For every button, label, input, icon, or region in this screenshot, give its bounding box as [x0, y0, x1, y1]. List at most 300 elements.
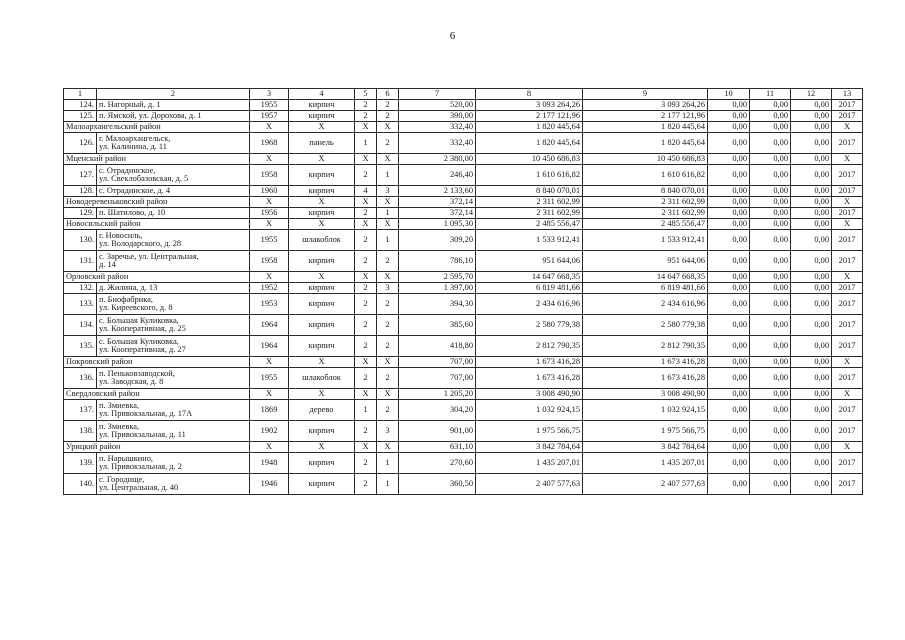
table-row: [64, 100, 863, 111]
area-cell: 1 397,00: [399, 283, 476, 294]
col10-cell: 0,00: [708, 186, 750, 197]
address-line: ул. Кооперативная, д. 27: [99, 345, 186, 354]
area-cell: 390,00: [399, 111, 476, 122]
address-cell: [97, 100, 250, 111]
entrances-cell: X: [377, 442, 399, 453]
entrances-cell: 2: [377, 100, 399, 111]
district-name: Урицкий район: [64, 442, 250, 453]
year-plan-cell: 2017: [832, 165, 863, 186]
cost-total-cell: 14 647 668,35: [583, 272, 708, 283]
area-cell: 332,40: [399, 122, 476, 133]
district-row: [64, 122, 863, 133]
area-cell: 394,30: [399, 294, 476, 315]
header-cell: 5: [355, 89, 377, 100]
col11-cell: 0,00: [750, 133, 791, 154]
material-cell: кирпич: [289, 453, 355, 474]
floors-cell: X: [355, 442, 377, 453]
col10-cell: 0,00: [708, 272, 750, 283]
col11-cell: 0,00: [750, 400, 791, 421]
col12-cell: 0,00: [791, 283, 832, 294]
address-cell: [97, 208, 250, 219]
entrances-cell: 3: [377, 186, 399, 197]
row-number: 129.: [64, 208, 97, 219]
col12-cell: 0,00: [791, 165, 832, 186]
cost-cell: 10 450 686,83: [476, 154, 583, 165]
col12-cell: 0,00: [791, 442, 832, 453]
year-cell: X: [250, 197, 289, 208]
area-cell: 332,40: [399, 133, 476, 154]
cost-total-cell: 2 311 602,99: [583, 208, 708, 219]
floors-cell: X: [355, 197, 377, 208]
cost-total-cell: 1 820 445,64: [583, 122, 708, 133]
col11-cell: 0,00: [750, 357, 791, 368]
col10-cell: 0,00: [708, 336, 750, 357]
floors-cell: 2: [355, 111, 377, 122]
col11-cell: 0,00: [750, 315, 791, 336]
row-number: 128.: [64, 186, 97, 197]
entrances-cell: X: [377, 219, 399, 230]
year-plan-cell: 2017: [832, 453, 863, 474]
col11-cell: 0,00: [750, 186, 791, 197]
area-cell: 385,60: [399, 315, 476, 336]
col12-cell: 0,00: [791, 368, 832, 389]
address-cell: [97, 400, 250, 421]
address-line: ул. Заводская, д. 8: [99, 377, 164, 386]
district-row: [64, 197, 863, 208]
col10-cell: 0,00: [708, 230, 750, 251]
col11-cell: 0,00: [750, 165, 791, 186]
cost-cell: 2 311 602,99: [476, 197, 583, 208]
area-cell: 360,50: [399, 474, 476, 495]
cost-total-cell: 951 644,06: [583, 251, 708, 272]
material-cell: кирпич: [289, 421, 355, 442]
col11-cell: 0,00: [750, 389, 791, 400]
year-plan-cell: 2017: [832, 133, 863, 154]
year-cell: X: [250, 122, 289, 133]
cost-cell: 1 673 416,28: [476, 357, 583, 368]
entrances-cell: 2: [377, 315, 399, 336]
cost-cell: 951 644,06: [476, 251, 583, 272]
district-row: [64, 154, 863, 165]
year-plan-cell: 2017: [832, 315, 863, 336]
col12-cell: 0,00: [791, 122, 832, 133]
entrances-cell: 1: [377, 474, 399, 495]
material-cell: кирпич: [289, 294, 355, 315]
entrances-cell: 1: [377, 230, 399, 251]
col10-cell: 0,00: [708, 357, 750, 368]
col11-cell: 0,00: [750, 230, 791, 251]
col11-cell: 0,00: [750, 474, 791, 495]
address-cell: [97, 251, 250, 272]
year-cell: 1964: [250, 315, 289, 336]
material-cell: X: [289, 357, 355, 368]
material-cell: кирпич: [289, 208, 355, 219]
material-cell: кирпич: [289, 111, 355, 122]
year-plan-cell: 2017: [832, 421, 863, 442]
entrances-cell: X: [377, 272, 399, 283]
address-line: п. Ямской, ул. Дорохова, д. 1: [99, 110, 202, 120]
cost-total-cell: 2 580 779,38: [583, 315, 708, 336]
material-cell: шлакоблок: [289, 230, 355, 251]
cost-total-cell: 2 177 121,96: [583, 111, 708, 122]
address-cell: [97, 230, 250, 251]
address-line: п. Нарышкино,: [99, 453, 154, 463]
header-cell: 1: [64, 89, 97, 100]
year-cell: X: [250, 272, 289, 283]
row-number: 132.: [64, 283, 97, 294]
year-plan-cell: X: [832, 154, 863, 165]
floors-cell: 2: [355, 165, 377, 186]
col10-cell: 0,00: [708, 389, 750, 400]
address-cell: [97, 133, 250, 154]
row-number: 136.: [64, 368, 97, 389]
year-cell: 1869: [250, 400, 289, 421]
col12-cell: 0,00: [791, 336, 832, 357]
district-name: Свердловский район: [64, 389, 250, 400]
header-cell: 3: [250, 89, 289, 100]
material-cell: X: [289, 122, 355, 133]
col11-cell: 0,00: [750, 208, 791, 219]
entrances-cell: 2: [377, 133, 399, 154]
material-cell: кирпич: [289, 336, 355, 357]
year-cell: 1952: [250, 283, 289, 294]
address-line: ул. Кооперативная, д. 25: [99, 324, 186, 333]
address-line: п. Шатилово, д. 10: [99, 207, 166, 217]
material-cell: дерево: [289, 400, 355, 421]
col12-cell: 0,00: [791, 389, 832, 400]
row-number: 137.: [64, 400, 97, 421]
cost-cell: 1 820 445,64: [476, 133, 583, 154]
address-line: п. Змиевка,: [99, 400, 140, 410]
col10-cell: 0,00: [708, 100, 750, 111]
col11-cell: 0,00: [750, 453, 791, 474]
year-plan-cell: 2017: [832, 186, 863, 197]
material-cell: X: [289, 272, 355, 283]
address-line: ул. Киреевского, д. 8: [99, 303, 173, 312]
cost-total-cell: 1 673 416,28: [583, 357, 708, 368]
entrances-cell: X: [377, 357, 399, 368]
area-cell: 520,00: [399, 100, 476, 111]
address-cell: [97, 111, 250, 122]
cost-total-cell: 1 435 207,01: [583, 453, 708, 474]
entrances-cell: 2: [377, 294, 399, 315]
col11-cell: 0,00: [750, 421, 791, 442]
header-cell: 8: [476, 89, 583, 100]
year-plan-cell: 2017: [832, 111, 863, 122]
col12-cell: 0,00: [791, 100, 832, 111]
year-cell: 1956: [250, 208, 289, 219]
floors-cell: 2: [355, 315, 377, 336]
col11-cell: 0,00: [750, 272, 791, 283]
year-cell: 1953: [250, 294, 289, 315]
col11-cell: 0,00: [750, 368, 791, 389]
year-cell: X: [250, 442, 289, 453]
year-plan-cell: X: [832, 219, 863, 230]
col12-cell: 0,00: [791, 111, 832, 122]
area-cell: 1 205,20: [399, 389, 476, 400]
material-cell: кирпич: [289, 165, 355, 186]
table-row: [64, 230, 863, 251]
col11-cell: 0,00: [750, 251, 791, 272]
address-cell: [97, 474, 250, 495]
year-cell: 1958: [250, 251, 289, 272]
table-row: [64, 421, 863, 442]
address-cell: [97, 315, 250, 336]
year-plan-cell: 2017: [832, 208, 863, 219]
year-cell: 1946: [250, 474, 289, 495]
entrances-cell: X: [377, 389, 399, 400]
year-plan-cell: 2017: [832, 368, 863, 389]
cost-total-cell: 1 610 616,82: [583, 165, 708, 186]
col10-cell: 0,00: [708, 197, 750, 208]
col10-cell: 0,00: [708, 368, 750, 389]
page-number: 6: [449, 30, 456, 42]
col11-cell: 0,00: [750, 197, 791, 208]
area-cell: 707,00: [399, 357, 476, 368]
material-cell: X: [289, 197, 355, 208]
table-row: [64, 283, 863, 294]
address-cell: [97, 421, 250, 442]
col12-cell: 0,00: [791, 208, 832, 219]
col12-cell: 0,00: [791, 154, 832, 165]
floors-cell: X: [355, 122, 377, 133]
col10-cell: 0,00: [708, 315, 750, 336]
floors-cell: 2: [355, 283, 377, 294]
col10-cell: 0,00: [708, 294, 750, 315]
col10-cell: 0,00: [708, 133, 750, 154]
cost-cell: 2 812 790,35: [476, 336, 583, 357]
col11-cell: 0,00: [750, 219, 791, 230]
address-line: ул. Привокзальная, д. 17А: [99, 409, 193, 418]
cost-total-cell: 3 842 784,64: [583, 442, 708, 453]
area-cell: 1 095,30: [399, 219, 476, 230]
cost-cell: 2 434 616,96: [476, 294, 583, 315]
year-plan-cell: X: [832, 357, 863, 368]
header-row: [64, 89, 863, 100]
col11-cell: 0,00: [750, 336, 791, 357]
entrances-cell: X: [377, 154, 399, 165]
header-cell: 6: [377, 89, 399, 100]
row-number: 135.: [64, 336, 97, 357]
year-plan-cell: 2017: [832, 251, 863, 272]
address-line: д. Жилина, д. 13: [99, 282, 158, 292]
col10-cell: 0,00: [708, 251, 750, 272]
year-plan-cell: X: [832, 122, 863, 133]
address-line: с. Большая Куликовка,: [99, 336, 179, 346]
entrances-cell: 2: [377, 368, 399, 389]
area-cell: 372,14: [399, 208, 476, 219]
address-cell: [97, 186, 250, 197]
cost-total-cell: 2 434 616,96: [583, 294, 708, 315]
address-line: ул. Калинина, д. 11: [99, 142, 167, 151]
entrances-cell: X: [377, 197, 399, 208]
floors-cell: 2: [355, 453, 377, 474]
entrances-cell: 3: [377, 421, 399, 442]
cost-total-cell: 2 407 577,63: [583, 474, 708, 495]
col10-cell: 0,00: [708, 474, 750, 495]
col11-cell: 0,00: [750, 111, 791, 122]
area-cell: 786,10: [399, 251, 476, 272]
material-cell: кирпич: [289, 100, 355, 111]
year-cell: 1948: [250, 453, 289, 474]
col11-cell: 0,00: [750, 294, 791, 315]
district-name: Малоархангельский район: [64, 122, 250, 133]
row-number: 134.: [64, 315, 97, 336]
material-cell: кирпич: [289, 474, 355, 495]
table-row: [64, 165, 863, 186]
table-row: [64, 208, 863, 219]
cost-cell: 3 093 264,26: [476, 100, 583, 111]
address-line: ул. Центральная, д. 40: [99, 483, 179, 492]
cost-cell: 2 311 602,99: [476, 208, 583, 219]
cost-cell: 1 975 566,75: [476, 421, 583, 442]
cost-total-cell: 10 450 686,83: [583, 154, 708, 165]
col12-cell: 0,00: [791, 272, 832, 283]
address-line: п. Змиевка,: [99, 421, 140, 431]
table-row: [64, 453, 863, 474]
year-plan-cell: X: [832, 272, 863, 283]
material-cell: кирпич: [289, 186, 355, 197]
cost-total-cell: 8 840 070,01: [583, 186, 708, 197]
row-number: 125.: [64, 111, 97, 122]
floors-cell: X: [355, 357, 377, 368]
year-cell: X: [250, 389, 289, 400]
district-name: Новодеревеньковский район: [64, 197, 250, 208]
material-cell: X: [289, 389, 355, 400]
address-line: д. 14: [99, 260, 116, 269]
col12-cell: 0,00: [791, 197, 832, 208]
area-cell: 2 380,00: [399, 154, 476, 165]
year-cell: 1902: [250, 421, 289, 442]
col12-cell: 0,00: [791, 294, 832, 315]
cost-total-cell: 3 008 490,90: [583, 389, 708, 400]
address-line: п. Биофабрика,: [99, 294, 153, 304]
floors-cell: 2: [355, 294, 377, 315]
year-plan-cell: X: [832, 197, 863, 208]
year-cell: 1955: [250, 100, 289, 111]
cost-cell: 14 647 668,35: [476, 272, 583, 283]
entrances-cell: 1: [377, 165, 399, 186]
floors-cell: 2: [355, 336, 377, 357]
row-number: 139.: [64, 453, 97, 474]
address-cell: [97, 368, 250, 389]
year-cell: 1955: [250, 230, 289, 251]
address-cell: [97, 165, 250, 186]
district-name: Мценский район: [64, 154, 250, 165]
material-cell: шлакоблок: [289, 368, 355, 389]
cost-total-cell: 1 673 416,28: [583, 368, 708, 389]
table-row: [64, 400, 863, 421]
district-name: Новосильский район: [64, 219, 250, 230]
cost-cell: 2 407 577,63: [476, 474, 583, 495]
floors-cell: 2: [355, 474, 377, 495]
address-cell: [97, 283, 250, 294]
cost-total-cell: 6 819 481,66: [583, 283, 708, 294]
table-row: [64, 315, 863, 336]
year-cell: 1960: [250, 186, 289, 197]
header-cell: 2: [97, 89, 250, 100]
cost-total-cell: 2 812 790,35: [583, 336, 708, 357]
material-cell: панель: [289, 133, 355, 154]
entrances-cell: 2: [377, 336, 399, 357]
floors-cell: X: [355, 219, 377, 230]
col10-cell: 0,00: [708, 208, 750, 219]
col12-cell: 0,00: [791, 219, 832, 230]
year-plan-cell: 2017: [832, 400, 863, 421]
floors-cell: 2: [355, 251, 377, 272]
col12-cell: 0,00: [791, 357, 832, 368]
cost-cell: 6 819 481,66: [476, 283, 583, 294]
table-row: [64, 111, 863, 122]
area-cell: 901,00: [399, 421, 476, 442]
material-cell: кирпич: [289, 315, 355, 336]
table-row: [64, 186, 863, 197]
address-cell: [97, 453, 250, 474]
cost-total-cell: 1 820 445,64: [583, 133, 708, 154]
col12-cell: 0,00: [791, 453, 832, 474]
area-cell: 372,14: [399, 197, 476, 208]
row-number: 126.: [64, 133, 97, 154]
header-cell: 13: [832, 89, 863, 100]
area-cell: 2 595,70: [399, 272, 476, 283]
year-plan-cell: 2017: [832, 100, 863, 111]
col11-cell: 0,00: [750, 154, 791, 165]
row-number: 140.: [64, 474, 97, 495]
address-line: п. Нагорный, д. 1: [99, 99, 161, 109]
area-cell: 309,20: [399, 230, 476, 251]
district-row: [64, 272, 863, 283]
year-plan-cell: 2017: [832, 283, 863, 294]
col10-cell: 0,00: [708, 219, 750, 230]
year-cell: 1955: [250, 368, 289, 389]
area-cell: 631,10: [399, 442, 476, 453]
entrances-cell: 2: [377, 400, 399, 421]
col10-cell: 0,00: [708, 453, 750, 474]
col10-cell: 0,00: [708, 421, 750, 442]
year-cell: 1958: [250, 165, 289, 186]
col12-cell: 0,00: [791, 421, 832, 442]
cost-total-cell: 1 975 566,75: [583, 421, 708, 442]
year-cell: 1964: [250, 336, 289, 357]
floors-cell: X: [355, 389, 377, 400]
table-row: [64, 133, 863, 154]
table-row: [64, 251, 863, 272]
header-cell: 10: [708, 89, 750, 100]
address-line: с. Отрадинское,: [99, 165, 156, 175]
district-row: [64, 357, 863, 368]
cost-cell: 3 008 490,90: [476, 389, 583, 400]
material-cell: X: [289, 442, 355, 453]
header-cell: 9: [583, 89, 708, 100]
cost-total-cell: 3 093 264,26: [583, 100, 708, 111]
cost-total-cell: 1 032 924,15: [583, 400, 708, 421]
cost-total-cell: 2 485 556,47: [583, 219, 708, 230]
col12-cell: 0,00: [791, 315, 832, 336]
floors-cell: X: [355, 272, 377, 283]
col11-cell: 0,00: [750, 100, 791, 111]
col11-cell: 0,00: [750, 122, 791, 133]
entrances-cell: 2: [377, 111, 399, 122]
address-line: ул. Привокзальная, д. 2: [99, 462, 182, 471]
address-line: ул. Володарского, д. 28: [99, 239, 182, 248]
col10-cell: 0,00: [708, 111, 750, 122]
table-row: [64, 336, 863, 357]
year-plan-cell: X: [832, 389, 863, 400]
floors-cell: 2: [355, 421, 377, 442]
year-plan-cell: 2017: [832, 294, 863, 315]
header-cell: 11: [750, 89, 791, 100]
floors-cell: 1: [355, 133, 377, 154]
